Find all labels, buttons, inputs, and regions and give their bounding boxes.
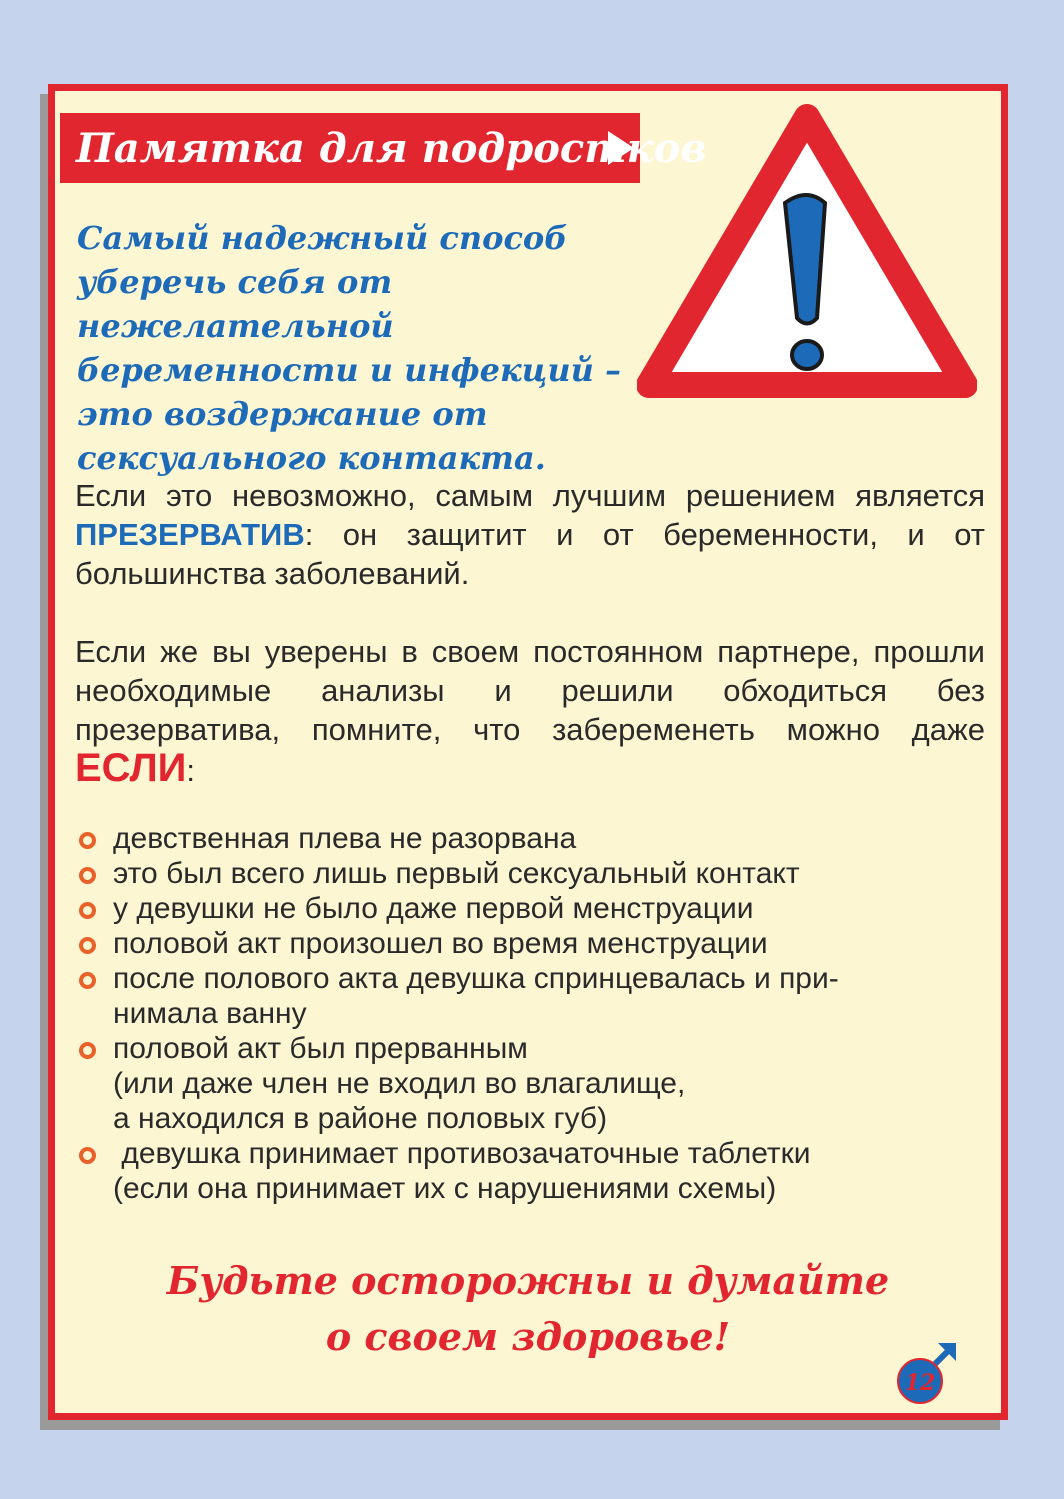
list-item-text: половой акт произошел во время менструации	[113, 927, 768, 960]
list-item	[75, 926, 995, 961]
title-banner	[60, 113, 707, 183]
bullet-circle-icon	[79, 1147, 96, 1164]
list-item	[75, 961, 995, 1031]
slogan-line: о своем здоровье!	[325, 1314, 731, 1359]
condom-highlight: ПРЕЗЕРВАТИВ	[75, 517, 305, 552]
list-item	[75, 1031, 995, 1136]
memo-card	[48, 84, 1008, 1420]
bullet-circle-icon	[79, 972, 96, 989]
lead-line: это воздержание от	[77, 395, 488, 433]
paragraph-text: Если же вы уверены в своем постоянном партнере, прошли необходимые анализы и решили обходиться без презерватива, помните, что забеременеть можно даже	[75, 634, 985, 747]
list-item	[75, 856, 995, 891]
list-item-text: это был всего лишь первый сексуальный контакт	[113, 857, 800, 890]
list-item-text: половой акт был прерванным	[113, 1032, 528, 1065]
lead-text	[77, 216, 637, 480]
male-symbol-icon	[890, 1339, 960, 1409]
bullet-circle-icon	[79, 867, 96, 884]
page-number: 12	[904, 1370, 936, 1396]
list-item-text: девушка принимает противозачаточные таблетки	[113, 1137, 811, 1170]
list-item	[75, 821, 995, 856]
page-title: Памятка для подростков	[76, 124, 707, 172]
list-item-text: а находился в районе половых губ)	[113, 1102, 608, 1135]
bullet-circle-icon	[79, 902, 96, 919]
paragraph-text: Если это невозможно, самым лучшим решением является	[75, 478, 985, 513]
warning-triangle-icon	[637, 103, 977, 413]
slogan-line: Будьте осторожны и думайте	[166, 1258, 890, 1303]
paragraph-partner	[75, 632, 985, 790]
bullet-circle-icon	[79, 937, 96, 954]
lead-line: беременности и инфекций –	[77, 351, 621, 389]
list-item-text: (или даже член не входил во влагалище,	[113, 1067, 686, 1100]
list-item-text: после полового акта девушка спринцевалась и при-	[113, 962, 839, 995]
lead-line: Самый надежный способ	[77, 219, 568, 257]
paragraph-text: :	[186, 753, 196, 788]
lead-line: уберечь себя от нежелательной	[77, 263, 394, 345]
list-item	[75, 1136, 995, 1206]
list-item	[75, 891, 995, 926]
list-item-text: (если она принимает их с нарушениями схемы)	[113, 1172, 777, 1205]
list-item-text: девственная плева не разорвана	[113, 822, 577, 855]
list-item-text: у девушки не было даже первой менструации	[113, 892, 754, 925]
bullet-circle-icon	[79, 1042, 96, 1059]
conditions-list	[75, 821, 995, 1206]
paragraph-condom	[75, 476, 985, 593]
bullet-circle-icon	[79, 832, 96, 849]
paragraph-text: : он защитит и от беременности, и от большинства заболеваний.	[75, 517, 985, 591]
list-item-text: нимала ванну	[113, 997, 307, 1030]
if-highlight: ЕСЛИ	[75, 746, 187, 790]
arrow-right-icon	[608, 131, 634, 165]
lead-line: сексуального контакта.	[77, 439, 546, 477]
closing-slogan	[55, 1253, 1001, 1365]
